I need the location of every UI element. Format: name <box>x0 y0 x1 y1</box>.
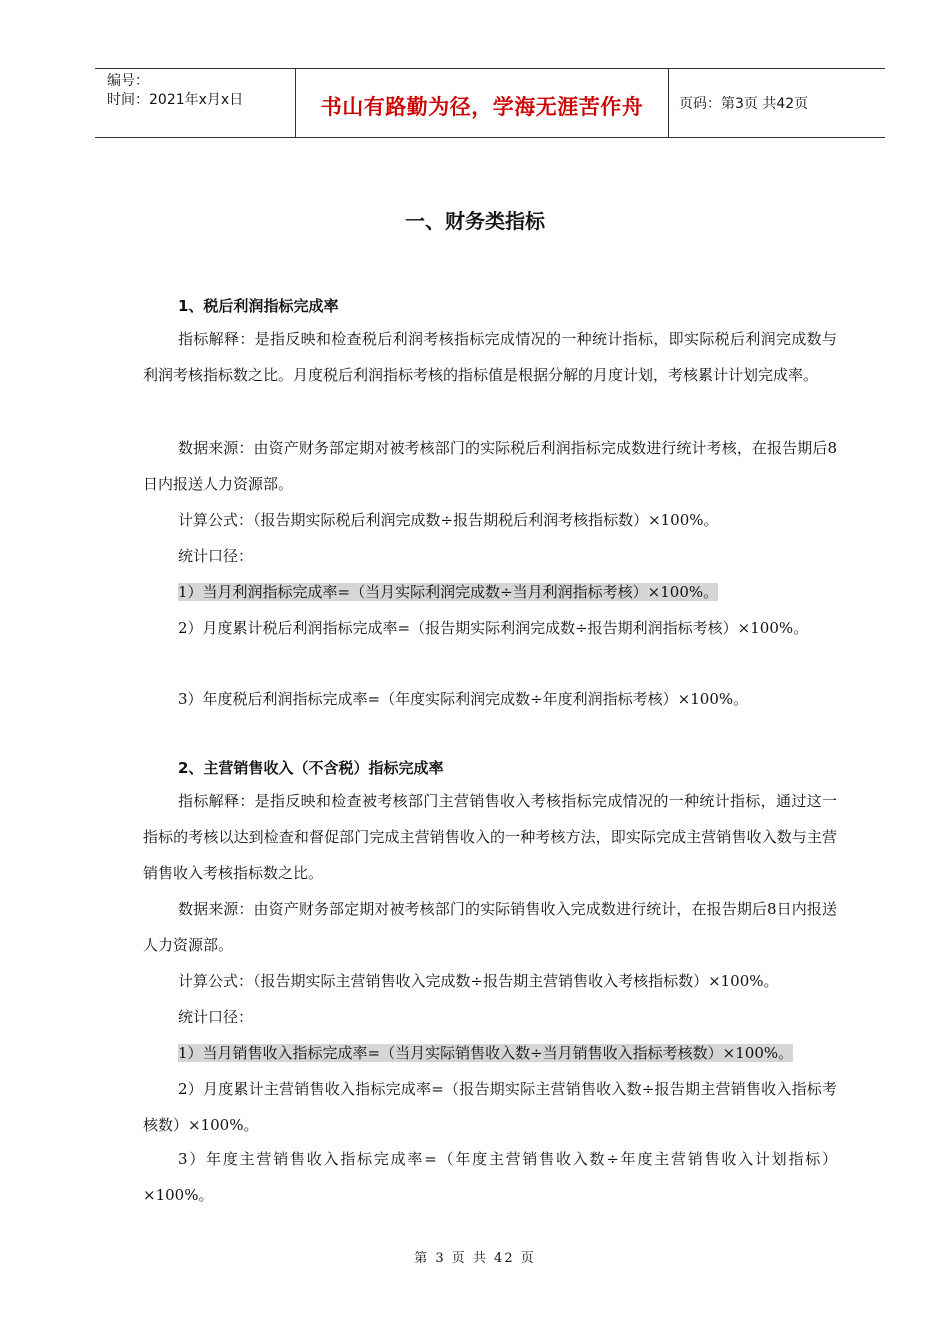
document-header <box>95 68 885 138</box>
scope-item-monthly <box>143 1035 837 1071</box>
header-page-cell <box>669 69 885 137</box>
section-explanation: 指标解释：是指反映和检查被考核部门主营销售收入考核指标完成情况的一种统计指标，通过这一指标的考核以达到检查和督促部门完成主营销售收入的一种考核方法，即实际完成主营销售收入数与主营销售收入考核指标数之比。 <box>143 792 837 882</box>
section-data-source: 数据来源：由资产财务部定期对被考核部门的实际税后利润指标完成数进行统计考核，在报告期后8日内报送人力资源部。 <box>143 439 837 493</box>
document-time-label: 时间：2021年x月x日 <box>107 92 244 108</box>
section-heading: 1、税后利润指标完成率 <box>178 297 339 315</box>
header-page-label: 页码：第3页 共42页 <box>679 96 809 112</box>
section-scope-label: 统计口径： <box>178 1008 254 1026</box>
scope-item-annual: 3）年度主营销售收入指标完成率=（年度主营销售收入数÷年度主营销售收入计划指标）×100%。 <box>143 1150 837 1204</box>
section-formula: 计算公式：（报告期实际主营销售收入完成数÷报告期主营销售收入考核指标数）×100%。 <box>178 972 779 990</box>
section-scope-label: 统计口径： <box>178 547 254 565</box>
section-explanation: 指标解释：是指反映和检查税后利润考核指标完成情况的一种统计指标，即实际税后利润完成数与利润考核指标数之比。月度税后利润指标考核的指标值是根据分解的月度计划，考核累计计划完成率。 <box>143 330 837 384</box>
section-data-source: 数据来源：由资产财务部定期对被考核部门的实际销售收入完成数进行统计，在报告期后8日内报送人力资源部。 <box>143 900 837 954</box>
scope-item-annual: 3）年度税后利润指标完成率=（年度实际利润完成数÷年度利润指标考核）×100%。 <box>178 690 749 708</box>
page-title: 一、财务类指标 <box>405 209 545 233</box>
document-number-label: 编号： <box>107 73 149 89</box>
scope-item-cumulative: 2）月度累计主营销售收入指标完成率=（报告期实际主营销售收入数÷报告期主营销售收入指标考核数）×100%。 <box>143 1080 837 1134</box>
header-meta-cell <box>95 69 296 137</box>
header-motto: 书山有路勤为径，学海无涯苦作舟 <box>320 95 644 119</box>
highlighted-text: 1）当月利润指标完成率=（当月实际利润完成数÷当月利润指标考核）×100%。 <box>178 583 719 601</box>
header-motto-cell <box>296 69 669 137</box>
scope-item-monthly <box>143 574 837 610</box>
highlighted-text: 1）当月销售收入指标完成率=（当月实际销售收入数÷当月销售收入指标考核数）×100%。 <box>178 1044 794 1062</box>
section-formula: 计算公式：（报告期实际税后利润完成数÷报告期税后利润考核指标数）×100%。 <box>178 511 719 529</box>
page-footer: 第 3 页 共 42 页 <box>414 1251 536 1266</box>
section-heading: 2、主营销售收入（不含税）指标完成率 <box>178 759 444 777</box>
scope-item-cumulative: 2）月度累计税后利润指标完成率=（报告期实际利润完成数÷报告期利润指标考核）×100%。 <box>178 619 809 637</box>
